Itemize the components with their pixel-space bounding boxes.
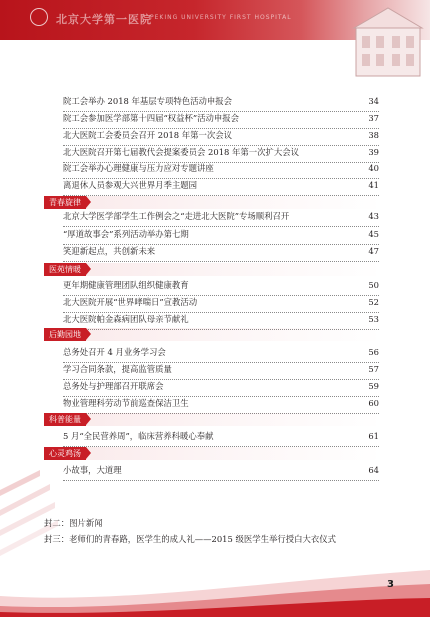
toc-entry-title: 物业管理科劳动节前巡查保洁卫生 [63, 398, 189, 408]
toc-entry-title: 小故事，大道理 [63, 465, 122, 475]
toc-entry-page: 45 [368, 229, 379, 239]
cover-note-label: 封二： [44, 518, 70, 528]
section-header [44, 263, 384, 276]
toc-entry[interactable] [63, 378, 379, 394]
toc-entry-title: 北大医院工会委员会召开 2018 年第一次会议 [63, 130, 233, 140]
toc-entry-title: 学习合同条款，提高监管质量 [63, 364, 172, 374]
toc-entry[interactable] [63, 277, 379, 293]
toc-entry-title: “厚道故事会”系列活动举办第七期 [63, 229, 189, 239]
toc-entry-title: 5 月“全民营养周”，临床营养科暖心奉献 [63, 431, 214, 441]
section-label: 青春旋律 [44, 196, 86, 209]
footer-wave [0, 560, 430, 617]
toc-entry-title: 北大医院召开第七届教代会提案委员会 2018 年第一次扩大会议 [63, 147, 300, 157]
toc-entry-page: 34 [368, 96, 379, 106]
toc-entry-page: 43 [368, 211, 379, 221]
toc-entry-page: 61 [368, 431, 379, 441]
toc-entry-title: 总务处召开 4 月业务学习会 [63, 347, 166, 357]
cover-note [44, 516, 103, 530]
toc-entry-page: 41 [368, 180, 379, 190]
toc-entry-title: 院工会参加医学部第十四届“权益杯”活动申报会 [63, 113, 240, 123]
section-label: 后勤园地 [44, 328, 86, 341]
section-header [44, 447, 384, 460]
section-header [44, 328, 384, 341]
toc-entry-title: 北大医院开展“世界哮喘日”宣教活动 [63, 297, 198, 307]
toc-entry-page: 52 [368, 297, 379, 307]
cover-note-text: 图片新闻 [69, 518, 103, 528]
toc-entry[interactable] [63, 226, 379, 242]
toc-entry-page: 47 [368, 246, 379, 256]
toc-entry-page: 57 [368, 364, 379, 374]
toc-entry-page: 50 [368, 280, 379, 290]
toc-entry[interactable] [63, 177, 379, 193]
toc-entry-page: 37 [368, 113, 379, 123]
cover-note-text: 老师们的青春路，医学生的成人礼——2015 级医学生举行授白大衣仪式 [69, 534, 336, 544]
toc-entry[interactable] [63, 160, 379, 176]
page-number: 3 [387, 579, 394, 590]
toc-entry[interactable] [63, 361, 379, 377]
toc-entry[interactable] [63, 110, 379, 126]
header-subtitle: PEKING UNIVERSITY FIRST HOSPITAL [150, 14, 292, 21]
cover-note-label: 封三： [44, 534, 70, 544]
toc-entry-page: 59 [368, 381, 379, 391]
section-label: 心灵鸡汤 [44, 447, 86, 460]
toc-entry-title: 总务处与护理部召开联席会 [63, 381, 164, 391]
toc-entry[interactable] [63, 428, 379, 444]
toc-entry-page: 53 [368, 314, 379, 324]
toc-entry-page: 64 [368, 465, 379, 475]
toc-entry[interactable] [63, 127, 379, 143]
toc-entry-page: 39 [368, 147, 379, 157]
toc-entry[interactable] [63, 294, 379, 310]
toc-entry-title: 北大医院帕金森病团队母亲节献礼 [63, 314, 189, 324]
toc-entry[interactable] [63, 344, 379, 360]
toc-entry-title: 笑迎新起点，共创新未来 [63, 246, 156, 256]
toc-entry[interactable] [63, 208, 379, 224]
toc-entry-page: 60 [368, 398, 379, 408]
section-header [44, 413, 384, 426]
toc-entry-page: 56 [368, 347, 379, 357]
dotted-rule [63, 480, 379, 481]
toc-entry-title: 离退休人员参观大兴世界月季主题园 [63, 180, 197, 190]
toc-entry[interactable] [63, 243, 379, 259]
header-title: 北京大学第一医院 [56, 13, 152, 26]
toc-entry-title: 更年期健康管理团队组织健康教育 [63, 280, 189, 290]
toc-entry-title: 院工会举办 2018 年基层专项特色活动申报会 [63, 96, 233, 106]
toc-entry[interactable] [63, 144, 379, 160]
dotted-rule [63, 261, 379, 262]
section-label: 科普能量 [44, 413, 86, 426]
toc-entry[interactable] [63, 395, 379, 411]
toc-entry-page: 38 [368, 130, 379, 140]
toc-entry-title: 北京大学医学部学生工作例会之“走进北大医院”专场顺利召开 [63, 211, 290, 221]
cover-note [44, 532, 336, 546]
toc-entry-page: 40 [368, 163, 379, 173]
toc-entry[interactable] [63, 93, 379, 109]
toc-entry[interactable] [63, 462, 379, 478]
toc-entry[interactable] [63, 311, 379, 327]
toc-entry-title: 院工会举办心理健康与压力应对专题讲座 [63, 163, 214, 173]
section-label: 医苑情暖 [44, 263, 86, 276]
